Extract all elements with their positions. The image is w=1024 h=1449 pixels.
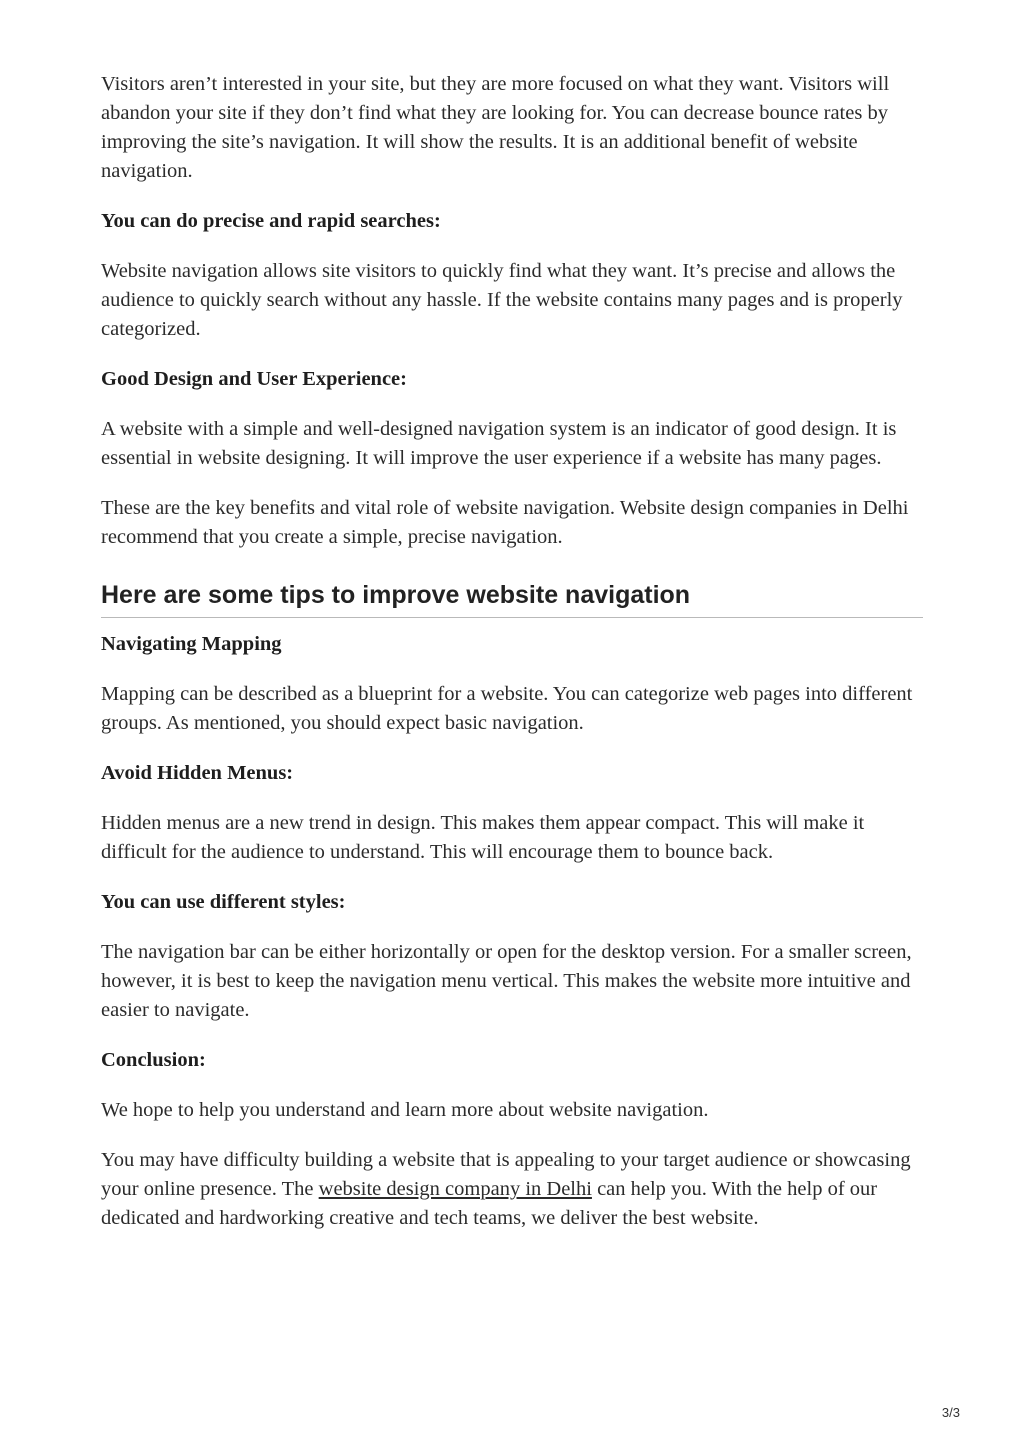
document-page (101, 70, 923, 1254)
paragraph-navigating-mapping: Mapping can be described as a blueprint for a website. You can categorize web pages into different groups. As mentioned, you should expect basic navigation. (101, 683, 913, 734)
paragraph-different-styles: The navigation bar can be either horizontally or open for the desktop version. For a smaller screen, however, it is best to keep the navigation menu vertical. This makes the website more intuitive and easier to navigate. (101, 941, 912, 1021)
paragraph-closing (101, 1146, 923, 1233)
heading-good-design: Good Design and User Experience: (101, 368, 407, 390)
heading-conclusion: Conclusion: (101, 1049, 206, 1071)
heading-different-styles: You can use different styles: (101, 891, 346, 913)
heading-hidden-menus: Avoid Hidden Menus: (101, 762, 294, 784)
paragraph-hidden-menus: Hidden menus are a new trend in design. This makes them appear compact. This will make it difficult for the audience to understand. This will encourage them to bounce back. (101, 812, 865, 863)
paragraph-precise-searches: Website navigation allows site visitors to quickly find what they want. It’s precise and allows the audience to quickly search without any hassle. If the website contains many pages and is properly categorized. (101, 260, 903, 340)
paragraph-bounce-rates: Visitors aren’t interested in your site, but they are more focused on what they want. Visitors will abandon your site if they don’t find what they are looking for. You can decrease bounce rates by improving the site’s navigation. It will show the results. It is an additional benefit of website navigation. (101, 73, 890, 182)
heading-precise-searches: You can do precise and rapid searches: (101, 210, 441, 232)
closing-text-after-link: can help you. With the help of our dedicated and hardworking creative and tech teams, we deliver the best website. (101, 1178, 878, 1229)
website-design-company-link[interactable]: website design company in Delhi (318, 1178, 592, 1200)
paragraph-key-benefits: These are the key benefits and vital role of website navigation. Website design companies in Delhi recommend that you create a simple, precise navigation. (101, 497, 909, 548)
paragraph-good-design: A website with a simple and well-designed navigation system is an indicator of good design. It is essential in website designing. It will improve the user experience if a website has many pages. (101, 418, 897, 469)
section-heading-tips: Here are some tips to improve website navigation (101, 573, 923, 618)
closing-text-before-link: You may have difficulty building a website that is appealing to your target audience or showcasing your online presence. The (101, 1149, 911, 1200)
heading-navigating-mapping: Navigating Mapping (101, 633, 282, 655)
paragraph-conclusion: We hope to help you understand and learn more about website navigation. (101, 1099, 709, 1121)
page-number: 3/3 (941, 1405, 960, 1420)
